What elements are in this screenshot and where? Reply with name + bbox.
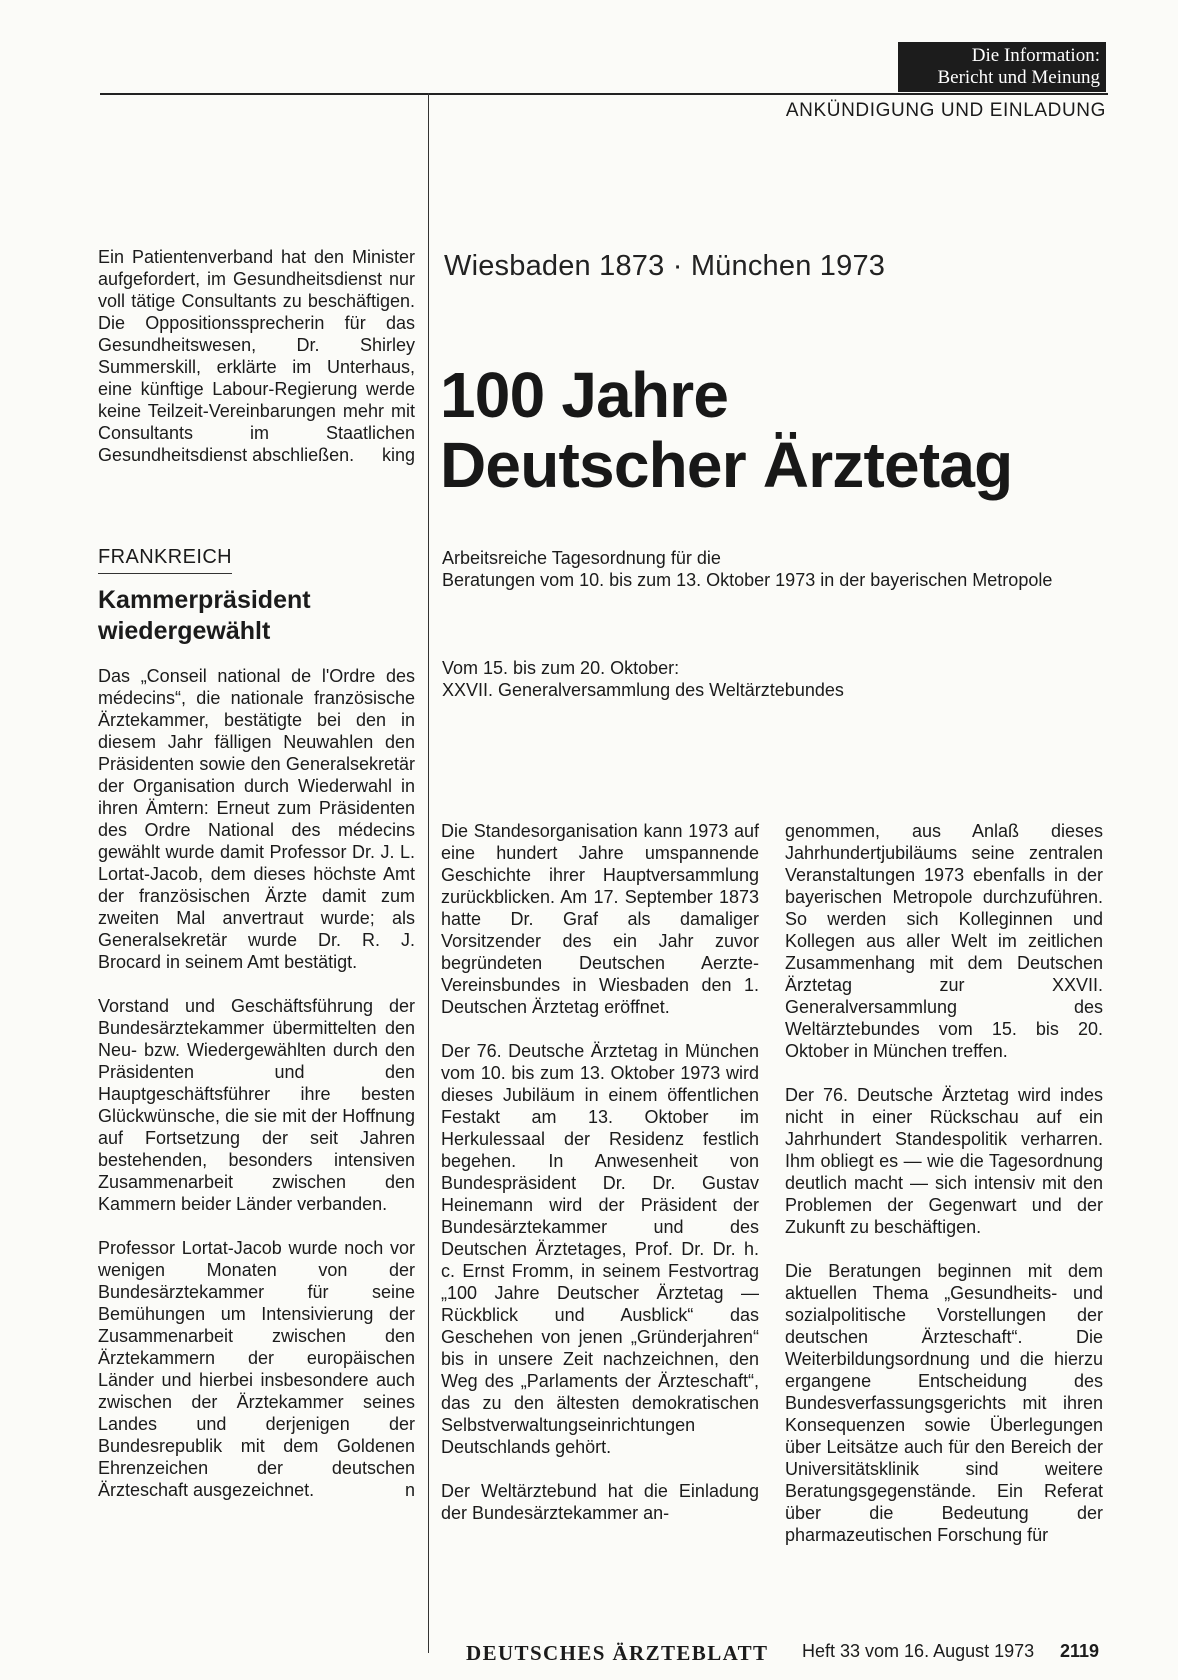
main-a-paragraph-1: Die Standesorganisation kann 1973 auf eine hundert Jahre umspannende Geschichte ihrer Hauptversammlung zurückblicken. Am 17. September 1873 hatte Dr. Graf als damaliger Vorsitzender des ein Jahr zuvor begründeten Deutschen Aerzte-Vereinsbundes in Wiesbaden den 1. Deutschen Ärztetag eröffnet. [441, 821, 759, 1017]
main-a-paragraph-3: Der Weltärztebund hat die Einladung der Bundesärztekammer an- [441, 1481, 759, 1523]
kicker-underline [98, 573, 232, 574]
main-subtitle-line-2: Beratungen vom 10. bis zum 13. Oktober 1973 in der bayerischen Metropole [442, 570, 1053, 590]
left-paragraph-3-text: Professor Lortat-Jacob wurde noch vor wenigen Monaten von der Bundesärztekammer für seine Bemühungen um Intensivierung der Zusammenarbeit zwischen den Ärztekammern der europäischen Länder und hierbei insbesondere auch zwischen der Ärztekammer seines Landes und derjenigen der Bundesrepublik mit dem Goldenen Ehrenzeichen der deutschen Ärzteschaft ausgezeichnet. [98, 1238, 415, 1500]
left-paragraph-2: Vorstand und Geschäftsführung der Bundesärztekammer übermittelten den Neu- bzw. Wiedergewählten durch den Präsidenten und den Hauptgeschäftsführer ihre besten Glückwünsche, die sie mit der Hoffnung auf Fortsetzung der seit Jahren bestehenden, besonders intensiven Zusammenarbeit zwischen den Kammern beider Länder verbanden. [98, 996, 415, 1214]
main-headline-line-2: Deutscher Ärztetag [440, 429, 1013, 501]
footer-page-number: 2119 [1060, 1641, 1100, 1661]
main-column-b [785, 820, 1103, 1568]
column-divider [428, 93, 429, 1653]
footer-issue: Heft 33 vom 16. August 1973 [802, 1641, 1035, 1661]
badge-line-1: Die Information: [971, 45, 1100, 66]
left-article-body [98, 665, 415, 1523]
main-subtitle [442, 547, 1107, 591]
section-label: ANKÜNDIGUNG UND EINLADUNG [785, 100, 1106, 121]
left-paragraph-1: Das „Conseil national de l'Ordre des médecins“, die nationale französische Ärztekammer, bestätigte bei den in diesem Jahr fälligen Neuwahlen den Präsidenten sowie den Generalsekretär der Organisation durch Wiederwahl in ihren Ämtern: Erneut zum Präsidenten des Ordre National des médecins gewählt wurde damit Professor Dr. J. L. Lortat-Jacob, dem dieses höchste Amt der französischen Ärzte damit zum zweiten Mal anvertraut wurde; als Generalsekretär wurde Dr. R. J. Brocard in seinem Amt bestätigt. [98, 666, 415, 972]
main-subtitle-line-1: Arbeitsreiche Tagesordnung für die [442, 548, 721, 568]
main-b-paragraph-2: Der 76. Deutsche Ärztetag wird indes nicht in einer Rückschau auf ein Jahrhundert Standespolitik verharren. Ihm obliegt es — wie die Tagesordnung deutlich macht — sich intensiv mit den Problemen der Gegenwart und der Zukunft zu beschäftigen. [785, 1085, 1103, 1237]
left-headline: Kammerpräsident wiedergewählt [98, 586, 311, 645]
dateline: Wiesbaden 1873 · München 1973 [444, 250, 886, 282]
left-intro-text: Ein Patientenverband hat den Minister aufgefordert, im Gesundheitsdienst nur voll tätige Consultants zu beschäftigen. Die Oppositionssprecherin für das Gesundheitswesen, Dr. Shirley Summerskill, erklärte im Unterhaus, eine künftige Labour-Regierung werde keine Teilzeit-Vereinbarungen mehr mit Consultants im Staatlichen Gesundheitsdienst abschließen. [98, 247, 415, 465]
main-headline [440, 360, 1012, 500]
main-dates-line-1: Vom 15. bis zum 20. Oktober: [442, 658, 680, 678]
badge-line-2: Bericht und Meinung [937, 67, 1100, 88]
header-rule [100, 93, 1108, 95]
left-kicker: FRANKREICH [98, 546, 233, 568]
main-dates [442, 657, 1042, 701]
footer-journal: DEUTSCHES ÄRZTEBLATT [466, 1641, 769, 1665]
left-intro-signature: king [381, 445, 415, 465]
main-b-paragraph-1: genommen, aus Anlaß dieses Jahrhundertjubiläums seine zentralen Veranstaltungen 1973 ebenfalls in der bayerischen Metropole durchzuführen. So werden sich Kolleginnen und Kollegen aus aller Welt im zeitlichen Zusammenhang mit dem Deutschen Ärztetag zur XXVII. Generalversammlung des Weltärztebundes vom 15. bis 20. Oktober in München treffen. [785, 821, 1103, 1061]
main-b-paragraph-3: Die Beratungen beginnen mit dem aktuellen Thema „Gesundheits- und sozialpolitische Vorstellungen der deutschen Ärzteschaft“. Die Weiterbildungsordnung und die hierzu ergangene Entscheidung des Bundesverfassungsgerichts mit ihren Konsequenzen sowie Überlegungen über Leitsätze auch für den Bereich der Universitätsklinik sind weitere Beratungsgegenstände. Ein Referat über die Bedeutung der pharmazeutischen Forschung für [785, 1261, 1103, 1545]
main-a-paragraph-2: Der 76. Deutsche Ärztetag in München vom 10. bis zum 13. Oktober 1973 wird dieses Jubiläum in einem öffentlichen Festakt am 13. Oktober im Herkulessaal der Residenz festlich begehen. In Anwesenheit von Bundespräsident Dr. Dr. Gustav Heinemann wird der Präsident der Bundesärztekammer und des Deutschen Ärztetages, Prof. Dr. Dr. h. c. Ernst Fromm, in seinem Festvortrag „100 Jahre Deutscher Ärztetag — Rückblick und Ausblick“ das Geschehen von jenen „Gründerjahren“ bis in unsere Zeit nachzeichnen, den Weg des „Parlaments der Ärzteschaft“, das zu den ältesten demokratischen Selbstverwaltungseinrichtungen Deutschlands gehört. [441, 1041, 759, 1457]
left-paragraph-3 [98, 1237, 415, 1501]
left-paragraph-3-signature: n [404, 1480, 415, 1500]
section-badge [898, 42, 1106, 92]
left-intro [98, 246, 415, 466]
main-headline-line-1: 100 Jahre [440, 359, 729, 431]
main-dates-line-2: XXVII. Generalversammlung des Weltärztebundes [442, 680, 844, 700]
main-column-a [441, 820, 759, 1546]
